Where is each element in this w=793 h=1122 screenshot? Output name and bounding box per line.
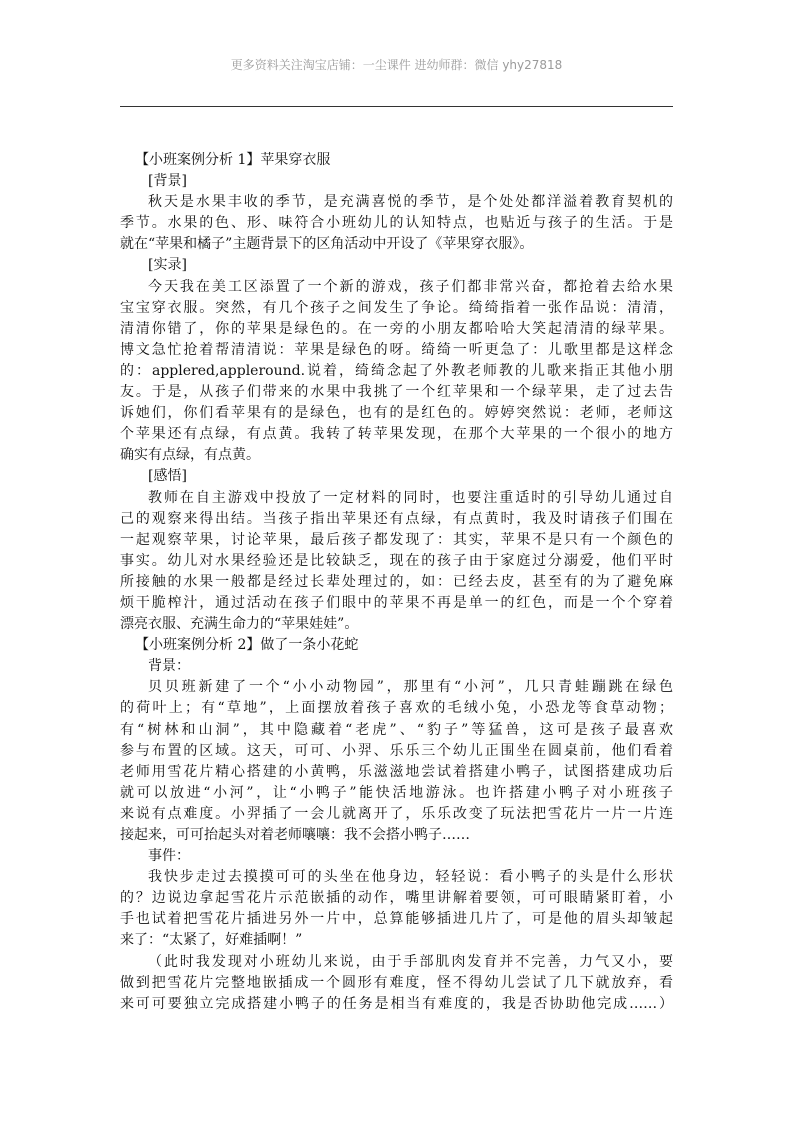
text-line: 贝贝班新建了一个“小小动物园”，那里有“小河”，几只青蛙蹦跳在绿色 — [148, 679, 673, 696]
text-line: [背景] — [148, 173, 187, 190]
text-line: 友。于是，从孩子们带来的水果中我挑了一个红苹果和一个绿苹果，走了过去告 — [120, 384, 673, 401]
text-line: 的？边说边拿起雪花片示范嵌插的动作，嘴里讲解着要领，可可眼睛紧盯着，小 — [120, 890, 673, 907]
text-line: 【小班案例分析 2】做了一条小花蛇 — [135, 637, 359, 654]
text-line: 来可可要独立完成搭建小鸭子的任务是相当有难度的，我是否协助他完成……） — [120, 995, 673, 1012]
text-line: 就在“苹果和橘子”主题背景下的区角活动中开设了《苹果穿衣服》。 — [120, 236, 534, 253]
text-line: 秋天是水果丰收的季节，是充满喜悦的季节，是个处处都洋溢着教育契机的 — [148, 194, 673, 211]
text-line: 确实有点绿，有点黄。 — [120, 447, 260, 464]
text-line: 今天我在美工区添置了一个新的游戏，孩子们都非常兴奋，都抢着去给水果 — [148, 278, 673, 295]
text-line: 有“树林和山洞”，其中隐藏着“老虎”、“豹子”等猛兽，这可是孩子最喜欢 — [120, 721, 673, 738]
text-line: 就可以放进“小河”，让“小鸭子”能快活地游泳。也许搭建小鸭子对小班孩子 — [120, 784, 673, 801]
text-line: 烦干脆榨汁，通过活动在孩子们眼中的苹果不再是单一的红色，而是一个个穿着 — [120, 594, 673, 611]
text-line: 的荷叶上；有“草地”，上面摆放着孩子喜欢的毛绒小兔，小恐龙等食草动物； — [120, 700, 673, 717]
text-line: 做到把雪花片完整地嵌插成一个圆形有难度，怪不得幼儿尝试了几下就放弃，看 — [120, 974, 673, 991]
text-line: 来了：“太紧了，好难插啊！” — [120, 932, 303, 949]
document-body — [120, 150, 673, 1015]
text-line: 漂亮衣服、充满生命力的“苹果娃娃”。 — [120, 616, 359, 633]
text-line: 【小班案例分析 1】苹果穿衣服 — [135, 152, 331, 168]
text-line: 背景： — [148, 658, 190, 675]
text-line: 教师在自主游戏中投放了一定材料的同时，也要注重适时的引导幼儿通过自 — [148, 489, 673, 506]
text-line: 老师用雪花片精心搭建的小黄鸭，乐滋滋地尝试着搭建小鸭子，试图搭建成功后 — [120, 763, 673, 780]
text-line: 诉她们，你们看苹果有的是绿色，也有的是红色的。婷婷突然说：老师，老师这 — [120, 405, 673, 422]
text-line: [实录] — [148, 257, 187, 274]
text-line: 事件： — [148, 848, 190, 865]
text-line: 我快步走过去摸摸可可的头坐在他身边，轻轻说：看小鸭子的头是什么形状 — [148, 869, 673, 886]
text-line: 的：applered,appleround.说着，绮绮念起了外教老师教的儿歌来指正其他小朋 — [120, 362, 673, 379]
text-line: 季节。水果的色、形、味符合小班幼儿的认知特点，也贴近与孩子的生活。于是 — [120, 215, 673, 232]
text-line: 来说有点难度。小羿插了一会儿就离开了，乐乐改变了玩法把雪花片一片一片连 — [120, 805, 673, 822]
text-line: 清清你错了，你的苹果是绿色的。在一旁的小朋友都哈哈大笑起清清的绿苹果。 — [120, 320, 673, 337]
text-line: 己的观察来得出结。当孩子指出苹果还有点绿，有点黄时，我及时请孩子们围在 — [120, 510, 673, 527]
text-line: 接起来，可可抬起头对着老师嚷嚷：我不会搭小鸭子…… — [120, 827, 470, 843]
text-line: 博文急忙抢着帮清清说：苹果是绿色的呀。绮绮一听更急了：儿歌里都是这样念 — [120, 341, 673, 358]
text-line: （此时我发现对小班幼儿来说，由于手部肌肉发育并不完善，力气又小，要 — [148, 953, 673, 970]
header-divider — [120, 106, 673, 107]
text-line: 参与布置的区域。这天，可可、小羿、乐乐三个幼儿正围坐在圆桌前，他们看着 — [120, 742, 673, 759]
text-line: 一起观察苹果，讨论苹果，最后孩子都发现了：其实，苹果不是只有一个颜色的 — [120, 531, 673, 548]
page-header-note: 更多资料关注淘宝店铺：一尘课件 进幼师群：微信 yhy27818 — [230, 58, 563, 72]
text-line: 所接触的水果一般都是经过长辈处理过的，如：已经去皮，甚至有的为了避免麻 — [120, 573, 673, 590]
text-line: [感悟] — [148, 468, 187, 485]
text-line: 宝宝穿衣服。突然，有几个孩子之间发生了争论。绮绮指着一张作品说：清清， — [120, 299, 673, 316]
text-line: 事实。幼儿对水果经验还是比较缺乏，现在的孩子由于家庭过分溺爱，他们平时 — [120, 552, 673, 569]
text-line: 手也试着把雪花片插进另外一片中，总算能够插进几片了，可是他的眉头却皱起 — [120, 911, 673, 928]
text-line: 个苹果还有点绿，有点黄。我转了转苹果发现，在那个大苹果的一个很小的地方 — [120, 426, 673, 443]
